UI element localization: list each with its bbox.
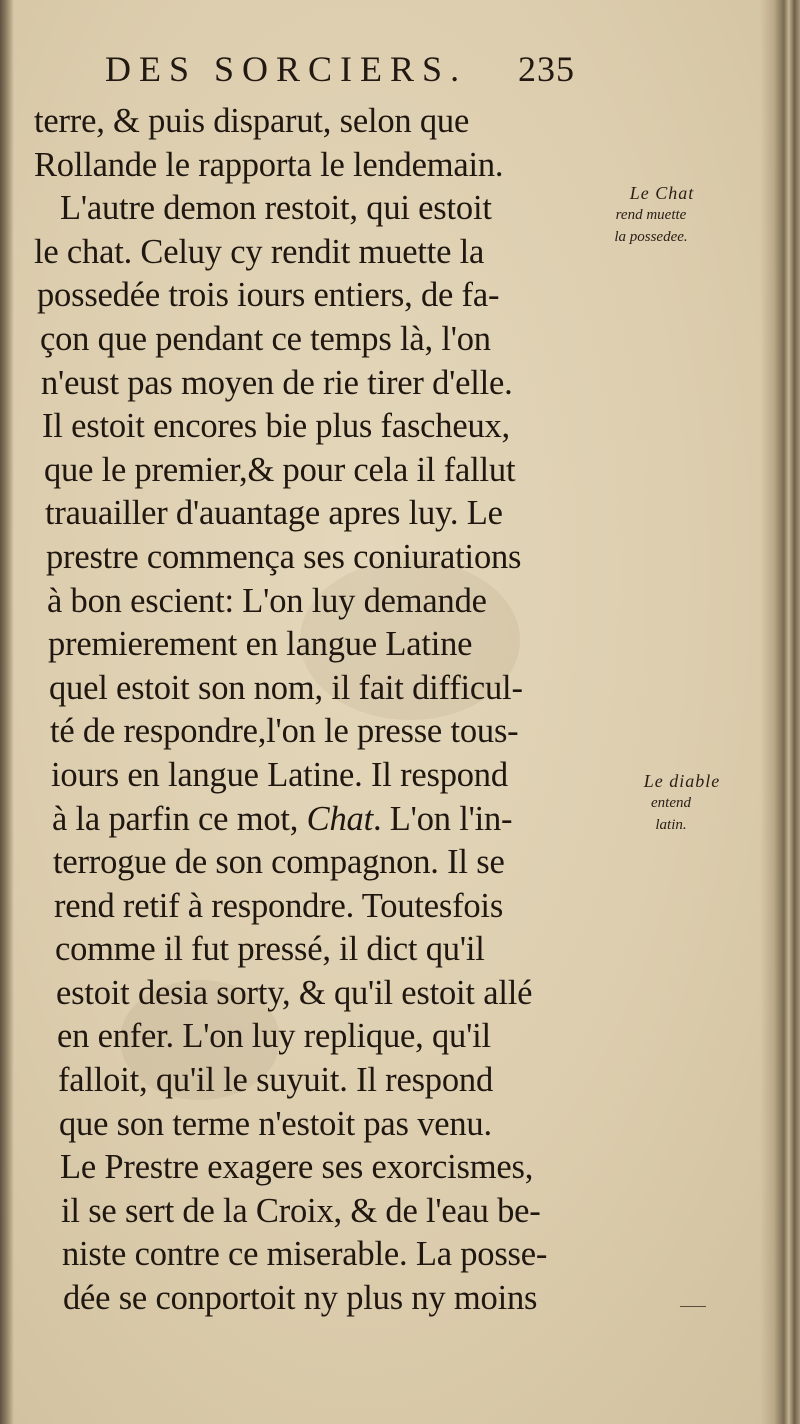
text-line: n'eust pas moyen de rie tirer d'elle.	[41, 363, 513, 402]
text-line: niste contre ce miserable. La posse-	[62, 1235, 548, 1274]
text-line: premierement en langue Latine	[48, 625, 473, 664]
text-line: trauailler d'auantage apres luy. Le	[45, 494, 503, 533]
text-line: iours en langue Latine. Il respond	[51, 755, 508, 794]
text-line: rend retif à respondre. Toutesfois	[54, 886, 504, 925]
text-line: dée se conportoit ny plus ny moins	[63, 1279, 538, 1318]
text-line: quel estoit son nom, il fait difficul-	[49, 668, 523, 707]
margin-note-line: la possedee.	[614, 229, 688, 245]
text-line	[34, 798, 609, 842]
text-line: prestre commença ses coniurations	[46, 537, 522, 576]
text-line: té de respondre,l'on le presse tous-	[50, 712, 519, 751]
text-line: que le premier,& pour cela il fallut	[44, 450, 516, 489]
text-segment: à la parfin ce mot,	[52, 799, 299, 838]
catchword-dash	[680, 1306, 706, 1307]
text-line: il se sert de la Croix, & de l'eau be-	[61, 1191, 541, 1230]
margin-note-chat	[586, 182, 716, 248]
text-line: estoit desia sorty, & qu'il estoit allé	[56, 973, 533, 1012]
text-line: à bon escient: L'on luy demande	[47, 581, 487, 620]
text-line: en enfer. L'on luy replique, qu'il	[57, 1017, 491, 1056]
text-line: çon que pendant ce temps là, l'on	[40, 319, 491, 358]
text-line: terrogue de son compagnon. Il se	[53, 843, 505, 882]
text-line: falloit, qu'il le suyuit. Il respond	[58, 1061, 493, 1100]
margin-note-line: Le diable	[643, 771, 721, 791]
running-head: DES SORCIERS.	[105, 49, 468, 89]
text-line: L'autre demon restoit, qui estoit	[60, 189, 492, 228]
margin-note-diable	[596, 770, 746, 836]
text-line: comme il fut pressé, il dict qu'il	[55, 930, 485, 969]
page-header	[105, 46, 575, 98]
page-number: 235	[518, 49, 575, 89]
text-line: le chat. Celuy cy rendit muette la	[34, 232, 485, 271]
margin-note-line: Le Chat	[629, 183, 695, 203]
text-line: Le Prestre exagere ses exorcismes,	[60, 1148, 534, 1187]
body-text	[34, 100, 609, 1321]
margin-note-line: rend muette	[615, 207, 687, 223]
text-line: possedée trois iours entiers, de fa-	[37, 276, 500, 315]
text-line: que son terme n'estoit pas venu.	[59, 1104, 492, 1143]
text-line: Rollande le rapporta le lendemain.	[34, 145, 504, 184]
page-gutter	[0, 0, 14, 1424]
text-line: Il estoit encores bie plus fascheux,	[42, 407, 510, 446]
italic-word: Chat	[306, 799, 373, 838]
text-segment: . L'on l'in-	[372, 799, 513, 838]
margin-note-line: latin.	[655, 817, 687, 833]
page-edge	[760, 0, 800, 1424]
margin-note-line: entend	[651, 795, 691, 811]
text-line: terre, & puis disparut, selon que	[34, 102, 470, 140]
